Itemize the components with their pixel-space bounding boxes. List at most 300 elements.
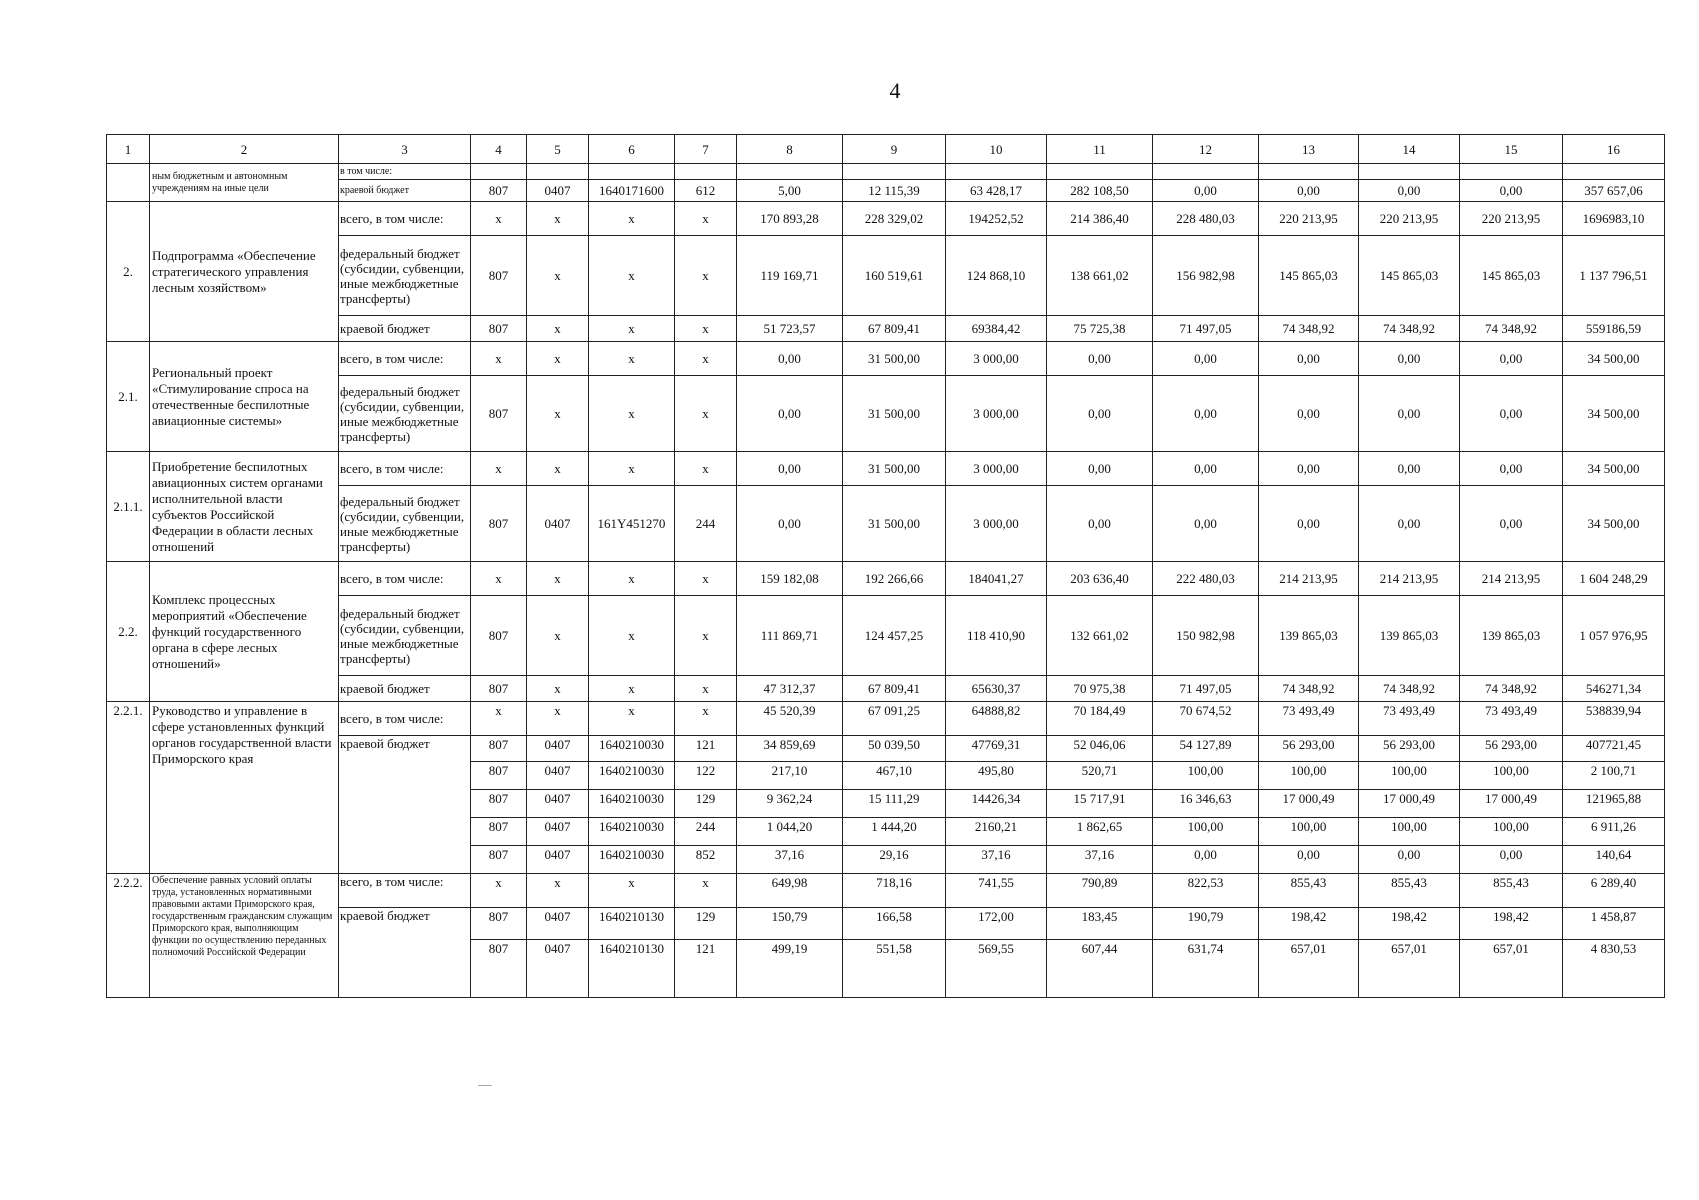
- row-number: 2.2.2.: [107, 874, 150, 998]
- table-row: [107, 874, 1665, 908]
- table-cell: 0,00: [737, 486, 843, 562]
- table-cell: [737, 164, 843, 180]
- table-cell: 67 809,41: [843, 316, 946, 342]
- table-cell: 67 809,41: [843, 676, 946, 702]
- table-cell: 34 500,00: [1563, 486, 1665, 562]
- table-cell: 118 410,90: [946, 596, 1047, 676]
- table-cell: 47769,31: [946, 736, 1047, 762]
- table-cell: 70 184,49: [1047, 702, 1153, 736]
- funding-source: федеральный бюджет (субсидии, субвенции, иные межбюджетные трансферты): [339, 376, 471, 452]
- table-cell: 29,16: [843, 846, 946, 874]
- funding-source: всего, в том числе:: [339, 562, 471, 596]
- table-cell: x: [589, 596, 675, 676]
- table-cell: 100,00: [1359, 818, 1460, 846]
- table-cell: 31 500,00: [843, 342, 946, 376]
- table-cell: 807: [471, 736, 527, 762]
- table-cell: x: [675, 316, 737, 342]
- table-cell: 145 865,03: [1460, 236, 1563, 316]
- table-row: [107, 908, 1665, 940]
- table-cell: 657,01: [1259, 940, 1359, 998]
- item-name: Региональный проект «Стимулирование спроса на отечественные беспилотные авиационные системы»: [150, 342, 339, 452]
- table-row: [107, 736, 1665, 762]
- col-header: 6: [589, 135, 675, 164]
- table-cell: 357 657,06: [1563, 180, 1665, 202]
- table-cell: 0,00: [1047, 376, 1153, 452]
- table-cell: 822,53: [1153, 874, 1259, 908]
- col-header: 13: [1259, 135, 1359, 164]
- table-cell: 100,00: [1259, 762, 1359, 790]
- table-cell: 0407: [527, 736, 589, 762]
- table-cell: 37,16: [946, 846, 1047, 874]
- funding-source: краевой бюджет: [339, 180, 471, 202]
- table-cell: x: [675, 342, 737, 376]
- table-cell: [1047, 164, 1153, 180]
- table-cell: 807: [471, 940, 527, 998]
- table-cell: x: [527, 236, 589, 316]
- table-cell: 282 108,50: [1047, 180, 1153, 202]
- table-cell: 31 500,00: [843, 376, 946, 452]
- table-cell: 0,00: [1359, 452, 1460, 486]
- table-row: [107, 180, 1665, 202]
- table-cell: 569,55: [946, 940, 1047, 998]
- table-cell: 0,00: [1460, 846, 1563, 874]
- table-cell: 0,00: [737, 342, 843, 376]
- table-cell: x: [471, 874, 527, 908]
- table-cell: 546271,34: [1563, 676, 1665, 702]
- table-row: [107, 676, 1665, 702]
- table-cell: 73 493,49: [1460, 702, 1563, 736]
- table-row: [107, 702, 1665, 736]
- table-cell: x: [527, 562, 589, 596]
- table-cell: x: [589, 452, 675, 486]
- table-cell: 807: [471, 180, 527, 202]
- table-cell: 12 115,39: [843, 180, 946, 202]
- table-cell: x: [675, 376, 737, 452]
- table-cell: 5,00: [737, 180, 843, 202]
- col-header: 15: [1460, 135, 1563, 164]
- table-cell: 214 386,40: [1047, 202, 1153, 236]
- table-cell: 145 865,03: [1359, 236, 1460, 316]
- funding-source: краевой бюджет: [339, 316, 471, 342]
- table-cell: 47 312,37: [737, 676, 843, 702]
- table-cell: 1640210030: [589, 790, 675, 818]
- table-cell: 0,00: [1460, 452, 1563, 486]
- table-cell: 161Y451270: [589, 486, 675, 562]
- funding-source: федеральный бюджет (субсидии, субвенции, иные межбюджетные трансферты): [339, 596, 471, 676]
- header-row: [107, 135, 1665, 164]
- table-cell: 0,00: [1259, 376, 1359, 452]
- table-row: [107, 342, 1665, 376]
- table-cell: 52 046,06: [1047, 736, 1153, 762]
- table-cell: 855,43: [1259, 874, 1359, 908]
- table-cell: 100,00: [1153, 818, 1259, 846]
- table-cell: 467,10: [843, 762, 946, 790]
- table-cell: 34 859,69: [737, 736, 843, 762]
- table-cell: 0,00: [1359, 376, 1460, 452]
- row-number: [107, 164, 150, 202]
- table-cell: x: [471, 702, 527, 736]
- table-cell: [1153, 164, 1259, 180]
- table-cell: 183,45: [1047, 908, 1153, 940]
- table-cell: 37,16: [1047, 846, 1153, 874]
- funding-source: краевой бюджет: [339, 676, 471, 702]
- col-header: 4: [471, 135, 527, 164]
- table-cell: [946, 164, 1047, 180]
- table-cell: 0407: [527, 762, 589, 790]
- table-cell: 64888,82: [946, 702, 1047, 736]
- table-cell: 0,00: [1047, 486, 1153, 562]
- table-cell: x: [589, 702, 675, 736]
- table-cell: 1640210030: [589, 762, 675, 790]
- table-cell: 45 520,39: [737, 702, 843, 736]
- row-number: 2.: [107, 202, 150, 342]
- row-number: 2.1.: [107, 342, 150, 452]
- table-cell: 0,00: [1153, 486, 1259, 562]
- table-cell: [1359, 164, 1460, 180]
- table-row: [107, 376, 1665, 452]
- stray-mark: [478, 1085, 492, 1086]
- table-cell: 0,00: [737, 452, 843, 486]
- table-cell: 65630,37: [946, 676, 1047, 702]
- table-cell: x: [471, 562, 527, 596]
- funding-source: всего, в том числе:: [339, 874, 471, 908]
- table-cell: 74 348,92: [1259, 316, 1359, 342]
- table-cell: 17 000,49: [1259, 790, 1359, 818]
- table-cell: 741,55: [946, 874, 1047, 908]
- table-cell: 1640210130: [589, 908, 675, 940]
- table-cell: 0,00: [1359, 486, 1460, 562]
- table-cell: 2 100,71: [1563, 762, 1665, 790]
- col-header: 5: [527, 135, 589, 164]
- table-cell: 67 091,25: [843, 702, 946, 736]
- table-cell: 16 346,63: [1153, 790, 1259, 818]
- item-name: Обеспечение равных условий оплаты труда, установленных нормативными правовыми актами Приморского края, государственным гражданским служащим Приморского края, выполняющим функции по осуществлению переданных полномочий Российской Федерации: [150, 874, 339, 998]
- item-name: Комплекс процессных мероприятий «Обеспечение функций государственного органа в сфере лесных отношений»: [150, 562, 339, 702]
- table-cell: 184041,27: [946, 562, 1047, 596]
- table-cell: [843, 164, 946, 180]
- table-cell: 0407: [527, 790, 589, 818]
- table-cell: 129: [675, 790, 737, 818]
- table-cell: 139 865,03: [1259, 596, 1359, 676]
- table-cell: 56 293,00: [1460, 736, 1563, 762]
- table-cell: x: [675, 676, 737, 702]
- table-cell: 73 493,49: [1359, 702, 1460, 736]
- table-cell: 129: [675, 908, 737, 940]
- table-cell: 807: [471, 790, 527, 818]
- table-cell: 100,00: [1460, 818, 1563, 846]
- table-cell: 657,01: [1460, 940, 1563, 998]
- table-cell: 160 519,61: [843, 236, 946, 316]
- table-cell: 14426,34: [946, 790, 1047, 818]
- table-cell: 139 865,03: [1460, 596, 1563, 676]
- item-name: Приобретение беспилотных авиационных систем органами исполнительной власти субъектов Российской Федерации в области лесных отношений: [150, 452, 339, 562]
- table-cell: 520,71: [1047, 762, 1153, 790]
- table-cell: x: [589, 874, 675, 908]
- table-cell: 1696983,10: [1563, 202, 1665, 236]
- table-cell: 100,00: [1259, 818, 1359, 846]
- table-cell: 807: [471, 762, 527, 790]
- table-row: [107, 452, 1665, 486]
- page-number: 4: [889, 78, 901, 103]
- table-cell: x: [527, 316, 589, 342]
- table-cell: 198,42: [1460, 908, 1563, 940]
- table-cell: 217,10: [737, 762, 843, 790]
- table-cell: 203 636,40: [1047, 562, 1153, 596]
- table-cell: 198,42: [1359, 908, 1460, 940]
- table-cell: 244: [675, 486, 737, 562]
- table-row: [107, 596, 1665, 676]
- table-cell: 56 293,00: [1259, 736, 1359, 762]
- table-cell: x: [471, 452, 527, 486]
- table-cell: 0,00: [1259, 180, 1359, 202]
- table-cell: 499,19: [737, 940, 843, 998]
- table-cell: 0,00: [1460, 376, 1563, 452]
- col-header: 16: [1563, 135, 1665, 164]
- table-cell: 0,00: [737, 376, 843, 452]
- table-cell: 559186,59: [1563, 316, 1665, 342]
- col-header: 10: [946, 135, 1047, 164]
- table-cell: 0407: [527, 908, 589, 940]
- table-cell: 0407: [527, 180, 589, 202]
- table-cell: 631,74: [1153, 940, 1259, 998]
- table-cell: 166,58: [843, 908, 946, 940]
- table-cell: x: [675, 202, 737, 236]
- table-cell: 1640210030: [589, 818, 675, 846]
- table-cell: 31 500,00: [843, 452, 946, 486]
- col-header: 11: [1047, 135, 1153, 164]
- table-cell: 0,00: [1047, 452, 1153, 486]
- table-cell: 74 348,92: [1460, 316, 1563, 342]
- table-cell: 2160,21: [946, 818, 1047, 846]
- table-cell: 3 000,00: [946, 452, 1047, 486]
- table-cell: [1259, 164, 1359, 180]
- table-cell: 607,44: [1047, 940, 1153, 998]
- table-cell: 74 348,92: [1359, 316, 1460, 342]
- table-cell: 159 182,08: [737, 562, 843, 596]
- table-cell: 855,43: [1460, 874, 1563, 908]
- table-cell: 17 000,49: [1359, 790, 1460, 818]
- table-cell: 119 169,71: [737, 236, 843, 316]
- table-cell: [527, 164, 589, 180]
- table-cell: 74 348,92: [1359, 676, 1460, 702]
- table-cell: 0,00: [1047, 342, 1153, 376]
- table-cell: x: [675, 562, 737, 596]
- table-cell: 100,00: [1359, 762, 1460, 790]
- table-cell: x: [589, 316, 675, 342]
- table-cell: 0,00: [1153, 376, 1259, 452]
- table-cell: 9 362,24: [737, 790, 843, 818]
- table-cell: 0,00: [1359, 342, 1460, 376]
- table-cell: 0,00: [1359, 846, 1460, 874]
- table-cell: 495,80: [946, 762, 1047, 790]
- table-cell: 31 500,00: [843, 486, 946, 562]
- table-cell: 807: [471, 818, 527, 846]
- table-cell: x: [589, 202, 675, 236]
- table-cell: x: [471, 202, 527, 236]
- table-cell: 1 137 796,51: [1563, 236, 1665, 316]
- col-header: 3: [339, 135, 471, 164]
- table-cell: 1640210030: [589, 736, 675, 762]
- table-cell: x: [589, 342, 675, 376]
- table-cell: 34 500,00: [1563, 452, 1665, 486]
- table-cell: 1640210130: [589, 940, 675, 998]
- table-cell: 139 865,03: [1359, 596, 1460, 676]
- funding-source: в том числе:: [339, 164, 471, 180]
- table-cell: 145 865,03: [1259, 236, 1359, 316]
- row-number: 2.2.: [107, 562, 150, 702]
- table-cell: 0,00: [1460, 342, 1563, 376]
- table-row: [107, 316, 1665, 342]
- table-cell: 0,00: [1359, 180, 1460, 202]
- table-cell: 194252,52: [946, 202, 1047, 236]
- table-cell: 0,00: [1259, 486, 1359, 562]
- table-cell: 150,79: [737, 908, 843, 940]
- table-cell: 612: [675, 180, 737, 202]
- table-cell: 214 213,95: [1460, 562, 1563, 596]
- col-header: 9: [843, 135, 946, 164]
- table-cell: 124 457,25: [843, 596, 946, 676]
- table-cell: x: [527, 596, 589, 676]
- funding-source: федеральный бюджет (субсидии, субвенции, иные межбюджетные трансферты): [339, 486, 471, 562]
- table-cell: 156 982,98: [1153, 236, 1259, 316]
- table-cell: 111 869,71: [737, 596, 843, 676]
- item-name: Подпрограмма «Обеспечение стратегического управления лесным хозяйством»: [150, 202, 339, 342]
- table-cell: 220 213,95: [1359, 202, 1460, 236]
- col-header: 14: [1359, 135, 1460, 164]
- table-cell: x: [527, 702, 589, 736]
- table-cell: 807: [471, 486, 527, 562]
- table-cell: 790,89: [1047, 874, 1153, 908]
- table-cell: 3 000,00: [946, 486, 1047, 562]
- table-cell: 649,98: [737, 874, 843, 908]
- table-cell: 220 213,95: [1259, 202, 1359, 236]
- table-cell: 1 458,87: [1563, 908, 1665, 940]
- table-cell: 1 604 248,29: [1563, 562, 1665, 596]
- table-cell: 124 868,10: [946, 236, 1047, 316]
- table-cell: 1640171600: [589, 180, 675, 202]
- table-cell: 1 444,20: [843, 818, 946, 846]
- table-cell: 214 213,95: [1359, 562, 1460, 596]
- table-cell: 807: [471, 236, 527, 316]
- table-cell: 222 480,03: [1153, 562, 1259, 596]
- table-cell: 6 911,26: [1563, 818, 1665, 846]
- table-cell: 855,43: [1359, 874, 1460, 908]
- table-cell: 220 213,95: [1460, 202, 1563, 236]
- table-cell: 1 862,65: [1047, 818, 1153, 846]
- table-cell: 15 111,29: [843, 790, 946, 818]
- item-name: Руководство и управление в сфере установленных функций органов государственной власти Приморского края: [150, 702, 339, 874]
- item-name: ным бюджетным и автономным учреждениям на иные цели: [150, 164, 339, 202]
- table-cell: 3 000,00: [946, 376, 1047, 452]
- table-cell: x: [527, 874, 589, 908]
- table-cell: 807: [471, 376, 527, 452]
- table-cell: [1460, 164, 1563, 180]
- table-cell: [1563, 164, 1665, 180]
- table-cell: 69384,42: [946, 316, 1047, 342]
- table-cell: 74 348,92: [1460, 676, 1563, 702]
- table-cell: [471, 164, 527, 180]
- table-cell: 0,00: [1153, 180, 1259, 202]
- table-cell: x: [675, 874, 737, 908]
- table-cell: 3 000,00: [946, 342, 1047, 376]
- table-cell: x: [527, 202, 589, 236]
- table-row: [107, 562, 1665, 596]
- table-cell: 0,00: [1153, 342, 1259, 376]
- table-cell: x: [589, 562, 675, 596]
- table-row: [107, 486, 1665, 562]
- table-cell: x: [589, 676, 675, 702]
- table-cell: 34 500,00: [1563, 376, 1665, 452]
- table-cell: 122: [675, 762, 737, 790]
- table-cell: [675, 164, 737, 180]
- table-cell: 74 348,92: [1259, 676, 1359, 702]
- row-number: 2.2.1.: [107, 702, 150, 874]
- table-cell: 121: [675, 736, 737, 762]
- table-cell: 138 661,02: [1047, 236, 1153, 316]
- table-row: [107, 236, 1665, 316]
- table-cell: 807: [471, 596, 527, 676]
- funding-source: всего, в том числе:: [339, 702, 471, 736]
- table-cell: 228 480,03: [1153, 202, 1259, 236]
- col-header: 8: [737, 135, 843, 164]
- table-cell: 140,64: [1563, 846, 1665, 874]
- table-cell: 17 000,49: [1460, 790, 1563, 818]
- table-cell: 34 500,00: [1563, 342, 1665, 376]
- table-cell: x: [589, 376, 675, 452]
- table-cell: 0,00: [1259, 452, 1359, 486]
- table-cell: 0407: [527, 846, 589, 874]
- table-cell: 1 057 976,95: [1563, 596, 1665, 676]
- table-cell: 657,01: [1359, 940, 1460, 998]
- table-cell: 70 975,38: [1047, 676, 1153, 702]
- table-row: [107, 202, 1665, 236]
- table-cell: 121965,88: [1563, 790, 1665, 818]
- table-cell: x: [675, 596, 737, 676]
- row-number: 2.1.1.: [107, 452, 150, 562]
- table-cell: 0407: [527, 486, 589, 562]
- col-header: 12: [1153, 135, 1259, 164]
- funding-source: краевой бюджет: [339, 736, 471, 874]
- table-cell: x: [471, 342, 527, 376]
- table-cell: 37,16: [737, 846, 843, 874]
- table-cell: 1 044,20: [737, 818, 843, 846]
- table-cell: 190,79: [1153, 908, 1259, 940]
- table-cell: 1640210030: [589, 846, 675, 874]
- table-cell: 6 289,40: [1563, 874, 1665, 908]
- table-cell: 54 127,89: [1153, 736, 1259, 762]
- table-cell: 0,00: [1259, 342, 1359, 376]
- table-cell: 0,00: [1460, 180, 1563, 202]
- table-cell: 4 830,53: [1563, 940, 1665, 998]
- table-cell: 214 213,95: [1259, 562, 1359, 596]
- table-cell: 71 497,05: [1153, 316, 1259, 342]
- table-cell: 244: [675, 818, 737, 846]
- funding-source: федеральный бюджет (субсидии, субвенции, иные межбюджетные трансферты): [339, 236, 471, 316]
- table-cell: 100,00: [1460, 762, 1563, 790]
- table-cell: 56 293,00: [1359, 736, 1460, 762]
- col-header: 7: [675, 135, 737, 164]
- table-cell: 0407: [527, 940, 589, 998]
- table-cell: 0,00: [1259, 846, 1359, 874]
- table-row: [107, 164, 1665, 180]
- table-cell: x: [675, 702, 737, 736]
- table-cell: 73 493,49: [1259, 702, 1359, 736]
- table-cell: 51 723,57: [737, 316, 843, 342]
- table-cell: 121: [675, 940, 737, 998]
- table-cell: 0407: [527, 818, 589, 846]
- table-cell: 807: [471, 316, 527, 342]
- table-cell: x: [589, 236, 675, 316]
